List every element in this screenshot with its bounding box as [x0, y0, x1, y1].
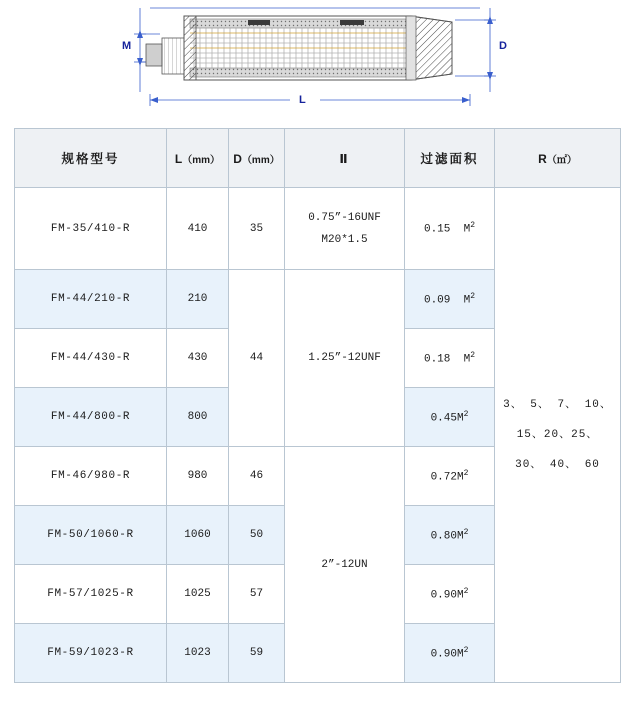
header-length: L（mm） [167, 129, 229, 188]
diagram-label-l: L [299, 94, 306, 106]
header-diameter: D（mm） [229, 129, 285, 188]
header-thread: Ⅱ [285, 129, 405, 188]
cell-area: $0.90M^2$ [405, 565, 495, 624]
cell-area: 0.09 $M^2$ [405, 270, 495, 329]
cell-area: $0.45M^2$ [405, 388, 495, 447]
cell-model: FM-50/1060-R [15, 506, 167, 565]
header-filter-area: 过滤面积 [405, 129, 495, 188]
cell-length: 430 [167, 329, 229, 388]
table-header-row [15, 129, 621, 188]
cell-length: 210 [167, 270, 229, 329]
rating-line-2: 15、20、25、 [516, 429, 599, 441]
cell-length: 980 [167, 447, 229, 506]
cell-length: 410 [167, 188, 229, 270]
cell-diameter: 50 [229, 506, 285, 565]
cell-area: 0.15 $M^2$ [405, 188, 495, 270]
cell-diameter: 46 [229, 447, 285, 506]
cell-area: 0.18 $M^2$ [405, 329, 495, 388]
cell-area: $0.72M^2$ [405, 447, 495, 506]
cell-model: FM-59/1023-R [15, 624, 167, 683]
diagram-label-m: M [122, 40, 132, 52]
rating-line-3: 30、 40、 60 [515, 459, 600, 471]
diagram-label-d: D [499, 40, 507, 52]
cell-thread [285, 188, 405, 270]
header-rating: R（㎡） [495, 129, 621, 188]
cell-diameter: 59 [229, 624, 285, 683]
cell-length: 1025 [167, 565, 229, 624]
cell-model: FM-57/1025-R [15, 565, 167, 624]
spec-table-wrapper [14, 128, 620, 683]
cell-model: FM-44/430-R [15, 329, 167, 388]
cell-area: $0.90M^2$ [405, 624, 495, 683]
spec-table [14, 128, 621, 683]
cell-thread: 2”-12UN [285, 447, 405, 683]
cell-rating [495, 188, 621, 683]
header-model: 规格型号 [15, 129, 167, 188]
cell-thread: 1.25”-12UNF [285, 270, 405, 447]
cell-model: FM-35/410-R [15, 188, 167, 270]
cell-length: 800 [167, 388, 229, 447]
cell-length: 1060 [167, 506, 229, 565]
cell-area: $0.80M^2$ [405, 506, 495, 565]
cell-model: FM-44/210-R [15, 270, 167, 329]
cell-diameter: 57 [229, 565, 285, 624]
cell-diameter: 35 [229, 188, 285, 270]
product-diagram [0, 0, 634, 120]
thread-line-1: 0.75”-16UNF [308, 211, 381, 224]
cell-length: 1023 [167, 624, 229, 683]
table-row [15, 188, 621, 270]
cell-diameter: 44 [229, 270, 285, 447]
rating-line-1: 3、 5、 7、 10、 [503, 399, 612, 411]
cell-model: FM-46/980-R [15, 447, 167, 506]
thread-line-2: M20*1.5 [321, 233, 368, 246]
cell-model: FM-44/800-R [15, 388, 167, 447]
